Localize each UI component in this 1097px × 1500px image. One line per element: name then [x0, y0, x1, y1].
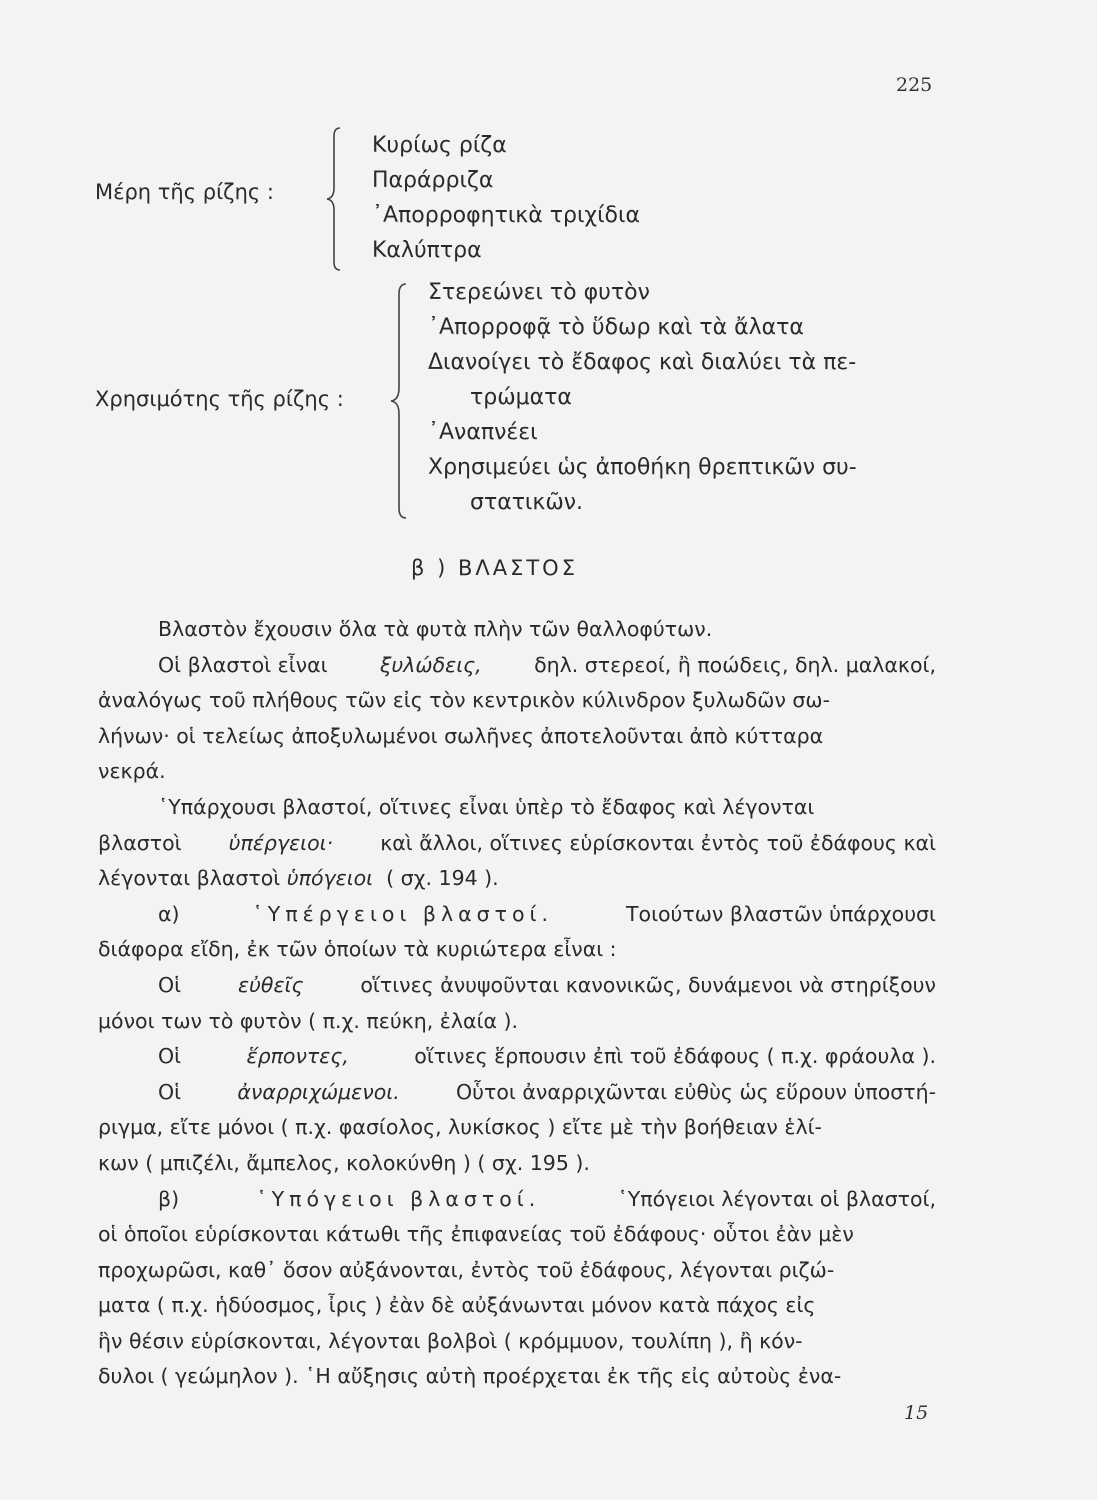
paragraph-line: βλαστοὶ ὑπέργειοι· καὶ ἄλλοι, οἵτινες εὑρίσκονται ἐντὸς τοῦ ἐδάφους καὶ [98, 830, 936, 855]
paragraph-line: Οἱ βλαστοὶ εἶναι ξυλώδεις, δηλ. στερεοί, ἢ ποώδεις, δηλ. μαλακοί, [158, 652, 936, 677]
paragraph-line: ἣν θέσιν εὑρίσκονται, λέγονται βολβοὶ ( κρόμμυον, τουλίπη ), ἢ κόν- [98, 1328, 803, 1353]
root-use-item: ᾿Απορροφᾷ τὸ ὕδωρ καὶ τὰ ἄλατα [428, 315, 804, 340]
root-uses-brace [386, 280, 412, 522]
paragraph-line: ματα ( π.χ. ἡδύοσμος, ἶρις ) ἐὰν δὲ αὐξάνωνται μόνον κατὰ πάχος εἰς [98, 1293, 816, 1318]
body-text [98, 612, 936, 1395]
root-use-item: τρώματα [470, 385, 572, 410]
paragraph-line: Οἱ εὐθεῖς οἵτινες ἀνυψοῦνται κανονικῶς, δυνάμενοι νὰ στηρίξουν [158, 972, 936, 997]
root-parts-label: Μέρη τῆς ρίζης : [95, 180, 274, 204]
paragraph-line: β) ῾Υπόγειοι βλαστοί. ῾Υπόγειοι λέγονται οἱ βλαστοί, [158, 1186, 936, 1211]
paragraph-line: ἀναλόγως τοῦ πλήθους τῶν εἰς τὸν κεντρικὸν κύλινδρον ξυλωδῶν σω- [98, 688, 830, 713]
root-part-item: ᾿Απορροφητικὰ τριχίδια [372, 203, 640, 228]
paragraph-line: ῾Υπάρχουσι βλαστοί, οἵτινες εἶναι ὑπὲρ τὸ ἔδαφος καὶ λέγονται [158, 794, 815, 819]
root-part-item: Καλύπτρα [372, 238, 482, 263]
root-use-item: Διανοίγει τὸ ἔδαφος καὶ διαλύει τὰ πε- [428, 350, 857, 375]
signature-mark: 15 [904, 1402, 929, 1424]
paragraph-line: οἱ ὁποῖοι εὑρίσκονται κάτωθι τῆς ἐπιφανείας τοῦ ἐδάφους· οὗτοι ἐὰν μὲν [98, 1222, 854, 1247]
root-uses-label: Χρησιμότης τῆς ρίζης : [95, 387, 344, 411]
paragraph-line: Βλαστὸν ἔχουσιν ὅλα τὰ φυτὰ πλὴν τῶν θαλλοφύτων. [158, 617, 713, 641]
section-heading: β ) ΒΛΑΣΤΟΣ [411, 556, 578, 580]
paragraph-line: α) ῾Υπέργειοι βλαστοί. Τοιούτων βλαστῶν ὑπάρχουσι [158, 901, 936, 926]
paragraph-line: νεκρά. [98, 759, 166, 784]
paragraph-line: ριγμα, εἴτε μόνοι ( π.χ. φασίολος, λυκίσκος ) εἴτε μὲ τὴν βοήθειαν ἑλί- [98, 1115, 822, 1140]
paragraph-line: λήνων· οἱ τελείως ἀποξυλωμένοι σωλῆνες ἀποτελοῦνται ἀπὸ κύτταρα [98, 723, 824, 748]
paragraph-line: λέγονται βλαστοὶ ὑπόγειοι ( σχ. 194 ). [98, 866, 499, 891]
page-number: 225 [896, 74, 933, 96]
root-use-item: ᾿Αναπνέει [428, 420, 538, 445]
root-use-item: στατικῶν. [470, 490, 584, 515]
paragraph-line: μόνοι των τὸ φυτὸν ( π.χ. πεύκη, ἐλαία ). [98, 1008, 518, 1033]
root-part-item: Παράρριζα [372, 168, 494, 193]
paragraph-line: κων ( μπιζέλι, ἄμπελος, κολοκύνθη ) ( σχ. 195 ). [98, 1150, 590, 1175]
root-parts-brace [322, 124, 346, 274]
paragraph-line: Οἱ ἕρποντες, οἵτινες ἕρπουσιν ἐπὶ τοῦ ἐδάφους ( π.χ. φράουλα ). [158, 1044, 936, 1069]
root-part-item: Κυρίως ρίζα [372, 133, 507, 158]
root-use-item: Στερεώνει τὸ φυτὸν [428, 280, 650, 305]
paragraph-line: δυλοι ( γεώμηλον ). ῾Η αὔξησις αὐτὴ προέρχεται ἐκ τῆς εἰς αὐτοὺς ἐνα- [98, 1364, 842, 1389]
root-parts-list [372, 128, 640, 268]
paragraph-line: προχωρῶσι, καθ᾿ ὅσον αὐξάνονται, ἐντὸς τοῦ ἐδάφους, λέγονται ριζώ- [98, 1257, 835, 1282]
root-use-item: Χρησιμεύει ὡς ἀποθήκη θρεπτικῶν συ- [428, 455, 857, 480]
paragraph-line: διάφορα εἴδη, ἐκ τῶν ὁποίων τὰ κυριώτερα εἶναι : [98, 937, 617, 962]
paragraph-line: Οἱ ἀναρριχώμενοι. Οὗτοι ἀναρριχῶνται εὐθὺς ὡς εὕρουν ὑποστή- [158, 1079, 936, 1104]
root-uses-list [428, 275, 934, 520]
